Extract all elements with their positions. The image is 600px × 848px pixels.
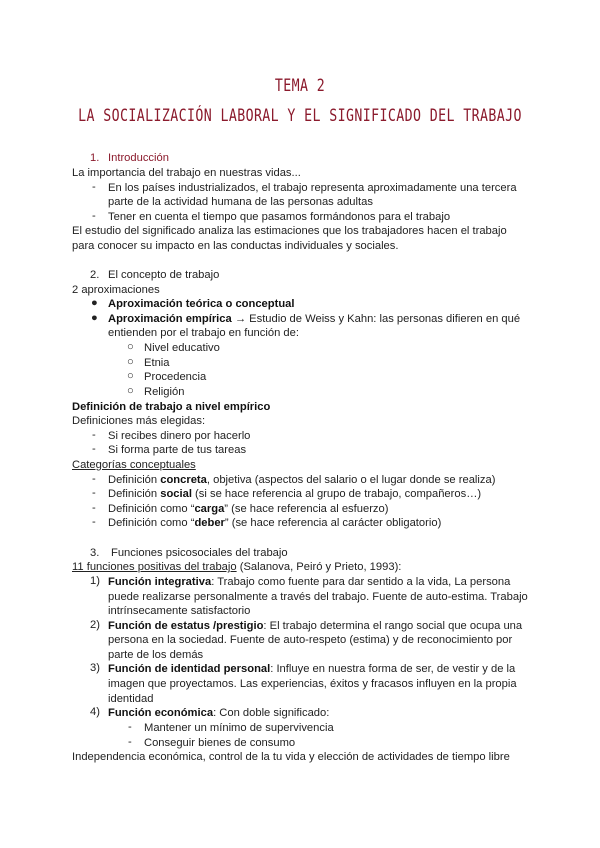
dash-marker: - bbox=[128, 736, 132, 748]
section-2-heading: El concepto de trabajo bbox=[108, 269, 220, 281]
closing-line: Independencia económica, control de la tu vida y elección de actividades de tiempo libre bbox=[72, 751, 510, 763]
s1-bullet-1-line-2: parte de la actividad humana de las personas adultas bbox=[108, 196, 373, 208]
function-item-2-cont: parte de los demás bbox=[108, 649, 204, 661]
dash-marker: - bbox=[92, 473, 96, 485]
approx-2-cont: entienden por el trabajo en función de: bbox=[108, 327, 299, 339]
dash-marker: - bbox=[92, 181, 96, 193]
function-item-1: Función integrativa: Trabajo como fuente para dar sentido a la vida, La persona bbox=[108, 576, 511, 588]
function-item-3-cont: imagen que proyectamos. Las experiencias, éxitos y fracasos influyen en la propia bbox=[108, 678, 517, 690]
approx-2: Aproximación empírica → Estudio de Weiss y Kahn: las personas difieren en qué bbox=[108, 313, 521, 325]
function-item-1-cont: intrínsecamente satisfactorio bbox=[108, 605, 251, 617]
function-item-2-cont: persona en la sociedad. Fuente de auto-respeto (estima) y de reconocimiento por bbox=[108, 634, 513, 646]
document-title: TEMA 2 bbox=[274, 76, 326, 96]
section-1-number: 1. bbox=[90, 152, 100, 164]
dash-marker: - bbox=[92, 516, 96, 528]
number-marker: 1) bbox=[90, 575, 100, 587]
section-3-heading: Funciones psicosociales del trabajo bbox=[111, 547, 288, 559]
approx-count: 2 aproximaciones bbox=[72, 284, 160, 296]
categories-heading: Categorías conceptuales bbox=[72, 459, 196, 471]
category-item: Definición como “deber” (se hace referencia al carácter obligatorio) bbox=[108, 517, 442, 529]
section-1-heading: Introducción bbox=[108, 152, 169, 164]
definition-heading: Definición de trabajo a nivel empírico bbox=[72, 401, 271, 413]
function-item-1-cont: puede realizarse personalmente a través del trabajo. Fuente de auto-estima. Trabajo bbox=[108, 591, 528, 603]
document-subtitle: LA SOCIALIZACIÓN LABORAL Y EL SIGNIFICADO DEL TRABAJO bbox=[78, 106, 522, 126]
factor-item: Procedencia bbox=[144, 371, 207, 383]
dash-marker: - bbox=[92, 429, 96, 441]
factor-item: Religión bbox=[144, 386, 185, 398]
s1-para-line-2: para conocer su impacto en las conductas individuales y sociales. bbox=[72, 240, 399, 252]
economic-item: Mantener un mínimo de supervivencia bbox=[144, 722, 334, 734]
category-item: Definición social (si se hace referencia al grupo de trabajo, compañeros…) bbox=[108, 488, 482, 500]
approx-1: Aproximación teórica o conceptual bbox=[108, 298, 295, 310]
circle-marker: ○ bbox=[127, 341, 134, 353]
definition-item: Si recibes dinero por hacerlo bbox=[108, 430, 251, 442]
number-marker: 3) bbox=[90, 662, 100, 674]
dash-marker: - bbox=[92, 443, 96, 455]
category-item: Definición concreta, objetiva (aspectos del salario o el lugar donde se realiza) bbox=[108, 474, 496, 486]
definition-item: Si forma parte de tus tareas bbox=[108, 444, 247, 456]
function-item-3-cont: identidad bbox=[108, 693, 154, 705]
dash-marker: - bbox=[92, 487, 96, 499]
category-item: Definición como “carga” (se hace referencia al esfuerzo) bbox=[108, 503, 389, 515]
number-marker: 2) bbox=[90, 619, 100, 631]
bullet-marker: ● bbox=[91, 312, 98, 324]
section-3-number: 3. bbox=[90, 547, 100, 559]
s1-bullet-1-line-1: En los países industrializados, el trabajo representa aproximadamente una tercera bbox=[108, 182, 517, 194]
s1-para-line-1: El estudio del significado analiza las estimaciones que los trabajadores hacen el trabajo bbox=[72, 225, 507, 237]
function-item-4: Función económica: Con doble significado: bbox=[108, 707, 330, 719]
bullet-marker: ● bbox=[91, 297, 98, 309]
circle-marker: ○ bbox=[127, 385, 134, 397]
circle-marker: ○ bbox=[127, 356, 134, 368]
s1-bullet-2: Tener en cuenta el tiempo que pasamos formándonos para el trabajo bbox=[108, 211, 451, 223]
function-item-3: Función de identidad personal: Influye en nuestra forma de ser, de vestir y de la bbox=[108, 663, 516, 675]
factor-item: Etnia bbox=[144, 357, 170, 369]
dash-marker: - bbox=[92, 502, 96, 514]
number-marker: 4) bbox=[90, 706, 100, 718]
dash-marker: - bbox=[128, 721, 132, 733]
dash-marker: - bbox=[92, 210, 96, 222]
economic-item: Conseguir bienes de consumo bbox=[144, 737, 296, 749]
function-item-2: Función de estatus /prestigio: El trabajo determina el rango social que ocupa una bbox=[108, 620, 523, 632]
section-2-number: 2. bbox=[90, 269, 100, 281]
definition-sub: Definiciones más elegidas: bbox=[72, 415, 206, 427]
section-1-intro: La importancia del trabajo en nuestras vidas... bbox=[72, 167, 301, 179]
functions-subheading: 11 funciones positivas del trabajo (Salanova, Peiró y Prieto, 1993): bbox=[72, 561, 402, 573]
circle-marker: ○ bbox=[127, 370, 134, 382]
factor-item: Nivel educativo bbox=[144, 342, 220, 354]
